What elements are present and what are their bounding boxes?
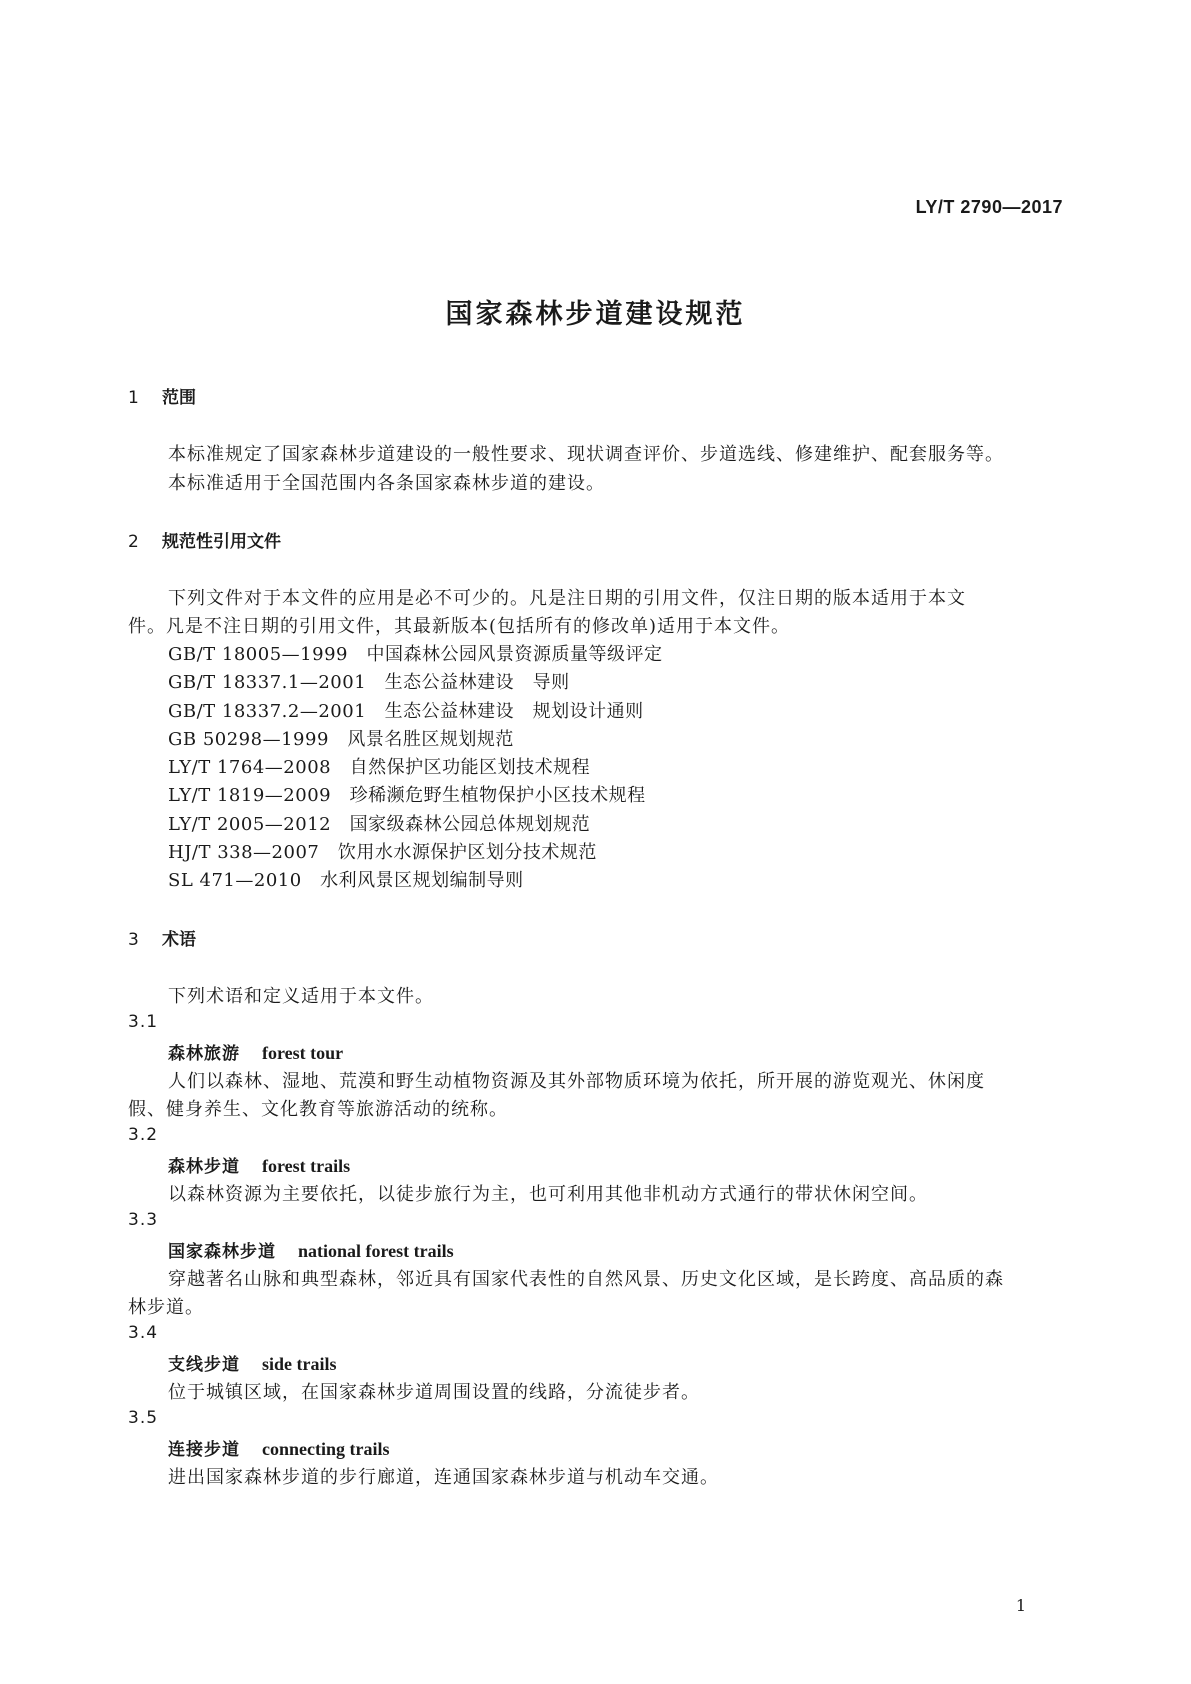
term-definition-continuation: 林步道。: [128, 1297, 204, 1318]
term-definition: 穿越著名山脉和典型森林，邻近具有国家代表性的自然风景、历史文化区域，是长跨度、高品质的森: [168, 1269, 1004, 1290]
reference-code: LY/T 2005—2012: [168, 814, 332, 835]
reference-item: [168, 697, 644, 723]
reference-title: 饮用水水源保护区划分技术规范: [337, 842, 597, 863]
term-english: side trails: [262, 1354, 337, 1374]
reference-title: 生态公益林建设 导则: [384, 672, 570, 693]
term-definition: 进出国家森林步道的步行廊道，连通国家森林步道与机动车交通。: [168, 1467, 719, 1488]
paragraph-continuation: 件。凡是不注日期的引用文件，其最新版本(包括所有的修改单)适用于本文件。: [128, 616, 791, 637]
reference-item: [168, 781, 646, 807]
term-number: 3.2: [128, 1125, 159, 1145]
reference-title: 中国森林公园风景资源质量等级评定: [366, 644, 663, 665]
term-chinese: 支线步道: [168, 1355, 240, 1375]
reference-item: [168, 866, 524, 892]
section-title: 术语: [162, 930, 196, 950]
term-definition: 人们以森林、湿地、荒漠和野生动植物资源及其外部物质环境为依托，所开展的游览观光、休闲度: [168, 1071, 985, 1092]
term-english: national forest trails: [298, 1241, 454, 1261]
reference-code: SL 471—2010: [168, 870, 302, 891]
section-number: 1: [128, 388, 139, 408]
reference-title: 自然保护区功能区划技术规程: [349, 757, 591, 778]
section-3-heading: [128, 925, 196, 950]
reference-item: [168, 725, 514, 751]
reference-code: GB/T 18337.2—2001: [168, 701, 367, 722]
reference-item: [168, 810, 590, 836]
term-number: 3.4: [128, 1323, 159, 1343]
term-chinese: 森林步道: [168, 1157, 240, 1177]
term-heading: [168, 1435, 390, 1460]
term-number: 3.3: [128, 1210, 159, 1230]
reference-code: GB/T 18337.1—2001: [168, 672, 367, 693]
term-chinese: 森林旅游: [168, 1044, 240, 1064]
standard-code: LY/T 2790—2017: [915, 197, 1063, 217]
term-english: forest tour: [262, 1043, 344, 1063]
section-1-heading: [128, 383, 196, 408]
paragraph: 本标准适用于全国范围内各条国家森林步道的建设。: [168, 473, 605, 494]
term-number: 3.5: [128, 1408, 159, 1428]
section-title: 规范性引用文件: [162, 532, 281, 552]
reference-title: 风景名胜区规划规范: [347, 729, 514, 750]
reference-item: [168, 753, 590, 779]
reference-code: GB/T 18005—1999: [168, 644, 348, 665]
reference-item: [168, 640, 662, 666]
reference-title: 珍稀濒危野生植物保护小区技术规程: [349, 785, 646, 806]
paragraph: 本标准规定了国家森林步道建设的一般性要求、现状调查评价、步道选线、修建维护、配套服务等。: [168, 444, 1004, 465]
page-number: 1: [1015, 1596, 1026, 1615]
reference-code: GB 50298—1999: [168, 729, 329, 750]
section-number: 2: [128, 532, 139, 552]
reference-title: 水利风景区规划编制导则: [320, 870, 524, 891]
paragraph: 下列术语和定义适用于本文件。: [168, 986, 434, 1007]
reference-item: [168, 838, 597, 864]
term-definition: 以森林资源为主要依托，以徒步旅行为主，也可利用其他非机动方式通行的带状休闲空间。: [168, 1184, 928, 1205]
section-number: 3: [128, 930, 139, 950]
term-definition-continuation: 假、健身养生、文化教育等旅游活动的统称。: [128, 1099, 508, 1120]
term-heading: [168, 1152, 350, 1177]
term-chinese: 连接步道: [168, 1440, 240, 1460]
document-title: 国家森林步道建设规范: [445, 299, 746, 330]
reference-item: [168, 668, 570, 694]
term-number: 3.1: [128, 1012, 159, 1032]
term-heading: [168, 1237, 454, 1262]
term-chinese: 国家森林步道: [168, 1242, 276, 1262]
paragraph: 下列文件对于本文件的应用是必不可少的。凡是注日期的引用文件，仅注日期的版本适用于本文: [168, 588, 966, 609]
reference-code: LY/T 1819—2009: [168, 785, 332, 806]
term-english: forest trails: [262, 1156, 351, 1176]
reference-code: HJ/T 338—2007: [168, 842, 320, 863]
term-english: connecting trails: [262, 1439, 390, 1459]
reference-title: 国家级森林公园总体规划规范: [349, 814, 591, 835]
section-2-heading: [128, 527, 281, 552]
term-definition: 位于城镇区域，在国家森林步道周围设置的线路，分流徒步者。: [168, 1382, 700, 1403]
reference-code: LY/T 1764—2008: [168, 757, 332, 778]
term-heading: [168, 1039, 343, 1064]
reference-title: 生态公益林建设 规划设计通则: [384, 701, 644, 722]
term-heading: [168, 1350, 337, 1375]
section-title: 范围: [162, 388, 196, 408]
